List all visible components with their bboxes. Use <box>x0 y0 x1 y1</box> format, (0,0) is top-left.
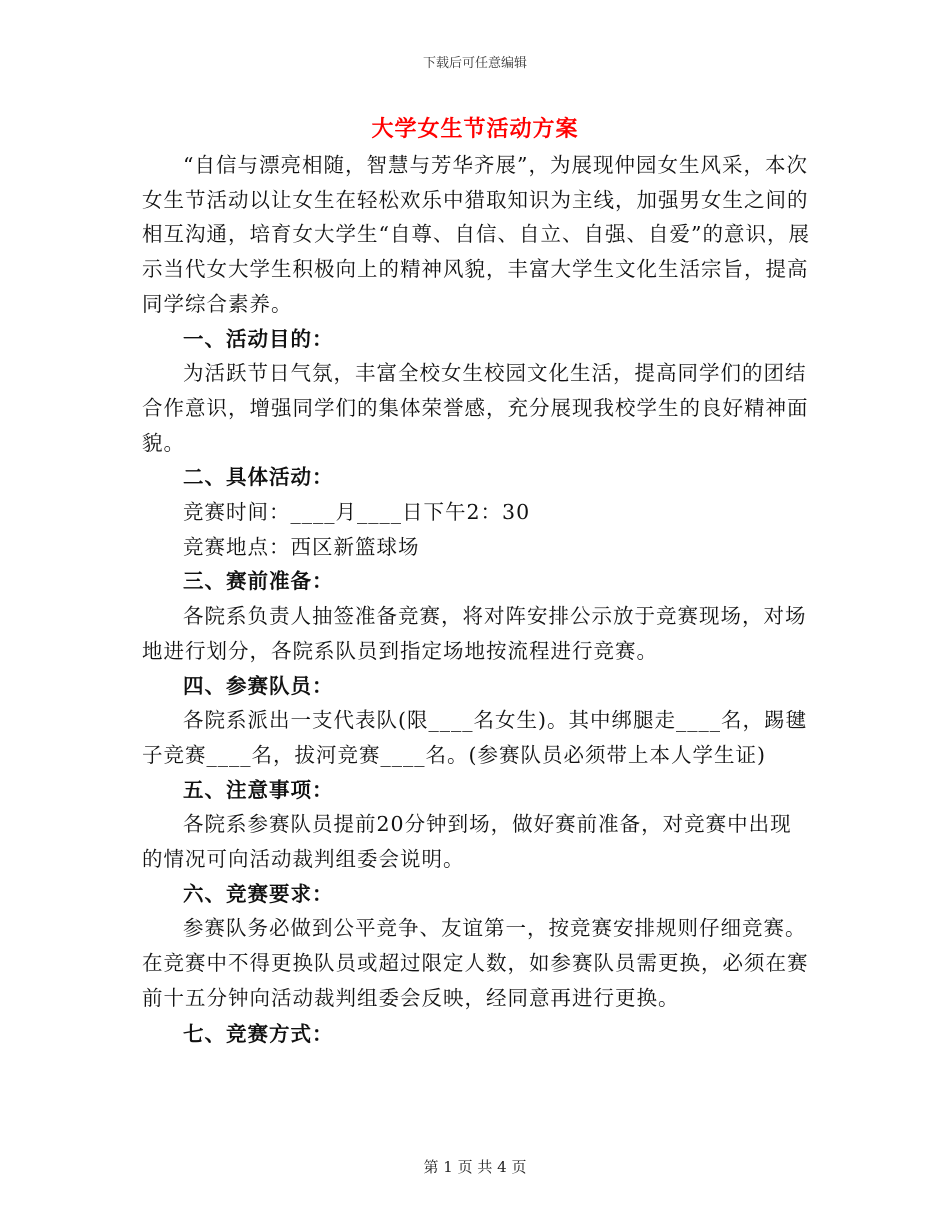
document-title: 大学女生节活动方案 <box>371 116 579 142</box>
section-paragraph: 各院系派出一支代表队(限____名女生)。其中绑腿走____名，踢毽子竞赛____名，拔河竞赛____名。(参赛队员必须带上本人学生证) <box>142 708 807 767</box>
section-paragraph: 各院系参赛队员提前20分钟到场，做好赛前准备，对竞赛中出现的情况可向活动裁判组委会说明。 <box>142 812 792 872</box>
section-heading-notes: 五、注意事项： <box>183 777 334 802</box>
intro-paragraph: “自信与漂亮相随，智慧与芳华齐展”，为展现仲园女生风采，本次女生节活动以让女生在轻松欢乐中猎取知识为主线，加强男女生之间的相互沟通，培育女大学生“自尊、自信、自立、自强、自爱”的意识，展示当代女大学生积极向上的精神风貌，丰富大学生文化生活宗旨，提高同学综合素养。 <box>142 153 810 316</box>
page-footer: 第 1 页 共 4 页 <box>423 1158 527 1176</box>
section-heading-activities: 二、具体活动： <box>183 465 334 490</box>
section-heading-requirements: 六、竞赛要求： <box>183 881 334 906</box>
section-paragraph: 各院系负责人抽签准备竞赛，将对阵安排公示放于竞赛现场，对场地进行划分，各院系队员到指定场地按流程进行竞赛。 <box>142 604 807 663</box>
section-heading-preparation: 三、赛前准备： <box>183 569 334 594</box>
section-heading-purpose: 一、活动目的： <box>183 326 334 351</box>
page-header: 下载后可任意编辑 <box>422 56 527 71</box>
document-body <box>142 148 812 1051</box>
section-paragraph: 为活跃节日气氛，丰富全校女生校园文化生活，提高同学们的团结合作意识，增强同学们的集体荣誉感，充分展现我校学生的良好精神面貌。 <box>142 361 809 455</box>
section-heading-format: 七、竞赛方式： <box>183 1021 334 1046</box>
section-heading-participants: 四、参赛队员： <box>183 673 334 698</box>
section-paragraph: 竞赛时间：____月____日下午2：30 <box>183 500 531 525</box>
section-paragraph: 竞赛地点：西区新篮球场 <box>183 534 420 559</box>
section-paragraph: 参赛队务必做到公平竞争、友谊第一，按竞赛安排规则仔细竞赛。在竞赛中不得更换队员或超过限定人数，如参赛队员需更换，必须在赛前十五分钟向活动裁判组委会反映，经同意再进行更换。 <box>142 916 809 1010</box>
